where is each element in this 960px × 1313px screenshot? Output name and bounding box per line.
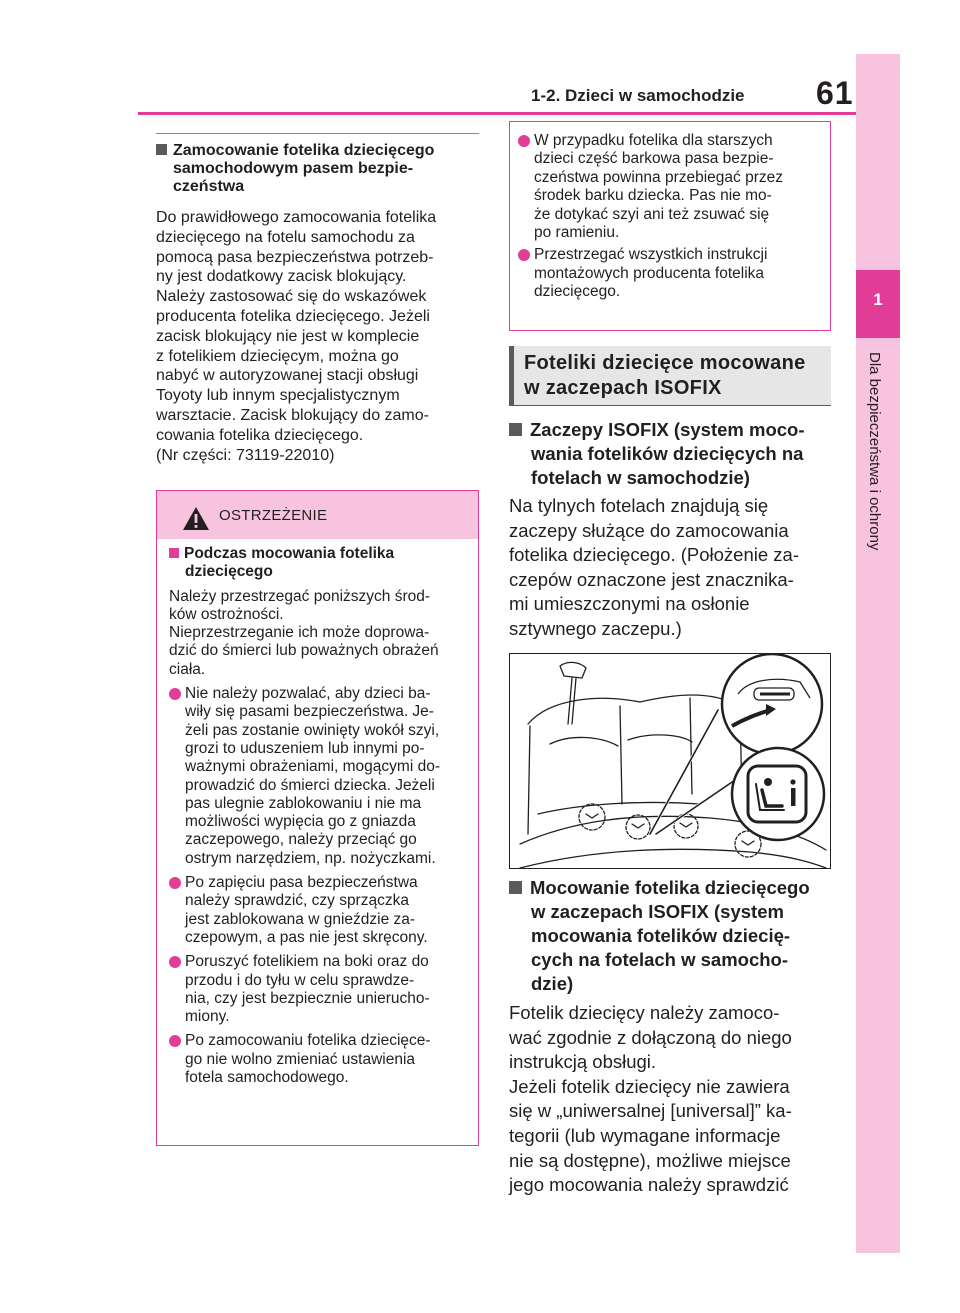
isofix-illustration — [509, 653, 831, 869]
body-text: Na tylnych fotelach znajdują się zaczepy służące do zamocowania fotelika dziecięcego. (Położenie za- czepów oznaczone jest znacznika- mi umieszczonymi na osłonie sztywnego zaczepu.) — [509, 495, 799, 639]
bullet-icon — [518, 249, 530, 261]
chapter-title: Dla bezpieczeństwa i ochrony — [866, 352, 883, 551]
subsection-heading-text: Zaczepy ISOFIX (system moco- wania fotelików dziecięcych na fotelach w samochodzie) — [530, 419, 805, 488]
list-item-text: Poruszyć fotelikiem na boki oraz do przodu i do tyłu w celu sprawdze- nia, czy jest bezpiecznie unierucho- miony. — [185, 953, 430, 1026]
section-heading — [509, 346, 831, 406]
rear-seat-drawing — [510, 654, 831, 869]
chapter-number: 1 — [873, 290, 883, 309]
subsection-heading — [509, 418, 834, 490]
body-text: Fotelik dziecięcy należy zamoco- wać zgodnie z dołączoną do niego instrukcją obsługi. Jeżeli fotelik dziecięcy nie zawiera się w „uniwersalnej [universal]” ka- tegorii (lub wymagane informacje nie są dostępne), możliwe miejsce jego mocowania należy sprawdzić — [509, 1002, 792, 1196]
list-item-text: Nie należy pozwalać, aby dzieci ba- wiły się pasami bezpieczeństwa. Je- żeli pas zostanie owinięty wokół szyi, grozi to uduszeniem lub innymi po- ważnymi obrażeniami, mogącymi do- prowadzić do śmierci dziecka. Jeżeli pas ulegnie zablokowaniu i nie ma możliwości wypięcia go z gniazda zaczepowego, należy przeciąć go ostrym narzędziem, np. nożyczkami. — [185, 685, 440, 867]
warning-subheading — [169, 545, 468, 582]
page-number: 61 — [816, 75, 854, 111]
list-item — [169, 874, 468, 947]
note-box — [509, 121, 831, 331]
subsection-heading-text: Zamocowanie fotelika dziecięcego samochodowym pasem bezpie-czeństwa — [173, 142, 435, 195]
bullet-icon — [169, 956, 181, 968]
list-item-text: W przypadku fotelika dla starszych dzieci część barkowa pasa bezpie- czeństwa powinna przebiegać przez środek barku dziecka. Pas nie mo- że dotykać szyi ani też zsuwać się po ramieniu. — [534, 132, 783, 242]
bullet-icon — [518, 135, 530, 147]
bullet-icon — [169, 688, 181, 700]
list-item — [169, 1032, 468, 1087]
square-bullet-icon — [509, 423, 522, 436]
header-rule — [138, 112, 856, 115]
bullet-icon — [169, 877, 181, 889]
subsection-heading — [156, 142, 478, 196]
bullet-icon — [169, 1035, 181, 1047]
section-title: 1-2. Dzieci w samochodzie — [531, 86, 745, 105]
section-heading-text: Foteliki dziecięce mocowane w zaczepach ISOFIX — [524, 352, 806, 399]
chapter-tab-band — [856, 54, 900, 1253]
warning-triangle-icon — [182, 506, 210, 531]
body-text: Do prawidłowego zamocowania fotelika dziecięcego na fotelu samochodu za pomocą pasa bezpieczeństwa potrzeb- ny jest dodatkowy zacisk blokujący. Należy zastosować się do wskazówek producenta fotelika dziecięcego. Jeżeli zacisk blokujący nie jest w komplecie z fotelikiem dziecięcym, można go nabyć w autoryzowanej stacji obsługi Toyoty lub innym specjalistycznym warsztacie. Zacisk blokujący do zamo- cowania fotelika dziecięcego. (Nr części: 73119-22010) — [156, 209, 437, 464]
warning-subheading-text: Podczas mocowania fotelika dziecięcego — [184, 545, 395, 581]
warning-box — [156, 490, 479, 1146]
list-item-text: Po zapięciu pasa bezpieczeństwa należy sprawdzić, czy sprzączka jest zablokowana w gnieździe za- czepowym, a pas nie jest skręcony. — [185, 874, 428, 946]
section-rule — [156, 133, 479, 134]
list-item — [169, 685, 468, 868]
warning-header — [157, 491, 478, 539]
list-item-text: Po zamocowaniu fotelika dziecięce- go nie wolno zmieniać ustawienia fotela samochodowego. — [185, 1032, 431, 1087]
square-bullet-icon — [169, 548, 179, 558]
list-item — [169, 953, 468, 1026]
square-bullet-icon — [156, 144, 167, 155]
list-item — [518, 132, 822, 242]
list-item — [518, 246, 822, 301]
warning-title: OSTRZEŻENIE — [219, 507, 328, 524]
isofix-child-seat-icon — [732, 748, 824, 840]
subsection-heading-text: Mocowanie fotelika dziecięcego w zaczepach ISOFIX (system mocowania fotelików dziecię- cych na fotelach w samocho- dzie) — [530, 877, 810, 994]
list-item-text: Przestrzegać wszystkich instrukcji montażowych producenta fotelika dziecięcego. — [534, 246, 768, 301]
warning-intro: Należy przestrzegać poniższych środ- ków ostrożności. Nieprzestrzeganie ich może doprowa- dzić do śmierci lub poważnych obrażeń ciała. — [169, 587, 439, 678]
square-bullet-icon — [509, 881, 522, 894]
subsection-heading — [509, 876, 834, 996]
